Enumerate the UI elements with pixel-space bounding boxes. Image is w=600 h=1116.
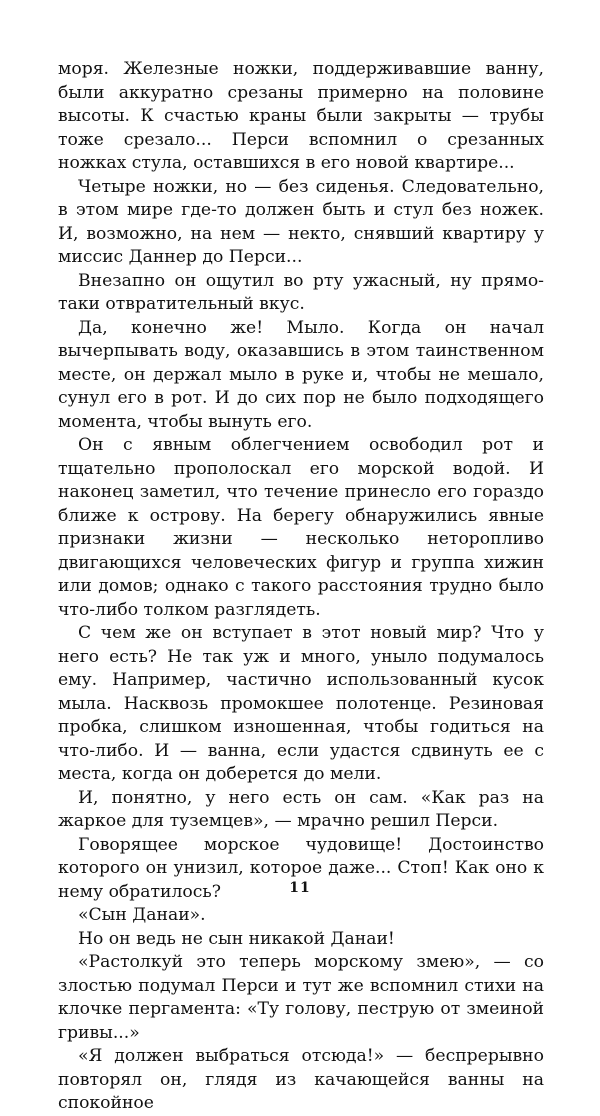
paragraph-12: «Я должен выбраться отсюда!» — беспрерывно повторял он, глядя из качающейся ванны на спокойное: [58, 1046, 544, 1113]
paragraph-5: Он с явным облегчением освободил рот и тщательно прополоскал его морской водой. И наконец заметил, что течение принесло его гораздо ближе к острову. На берегу обнаружились явные признаки жизни — несколько неторопливо двигающихся человеческих фигур и группа хижин или домов; однако с такого расстояния трудно было что-либо толком разглядеть.: [58, 435, 544, 620]
paragraph-1: моря. Железные ножки, поддерживавшие ванну, были аккуратно срезаны примерно на половине высоты. К счастью краны были закрыты — трубы тоже срезало... Перси вспомнил о срезанных ножках стула, оставшихся в его новой квартире...: [58, 59, 544, 173]
paragraph-6: С чем же он вступает в этот новый мир? Что у него есть? Не так уж и много, уныло подумалось ему. Например, частично использованный кусок мыла. Насквозь промокшее полотенце. Резиновая пробка, слишком изношенная, чтобы годиться на что-либо. И — ванна, если удастся сдвинуть ее с места, когда он доберется до мели.: [58, 623, 544, 784]
paragraph-2: Четыре ножки, но — без сиденья. Следовательно, в этом мире где-то должен быть и стул без ножек. И, возможно, на нем — некто, снявший квартиру у миссис Даннер до Перси...: [58, 176, 544, 267]
page-number: 11: [289, 880, 311, 896]
paragraph-9: «Сын Данаи».: [78, 905, 206, 925]
page-body-text: [58, 58, 544, 1116]
paragraph-10: Но он ведь не сын никакой Данаи!: [78, 928, 395, 949]
paragraph-11: «Растолкуй это теперь морскому змею», — со злостью подумал Перси и тут же вспомнил стихи на клочке пергамента: «Ту голову, пеструю от змеиной гривы...»: [58, 952, 544, 1043]
paragraph-8: Говорящее морское чудовище! Достоинство которого он унизил, которое даже... Стоп! Как оно к нему обратилось?: [58, 834, 544, 902]
paragraph-3: Внезапно он ощутил во рту ужасный, ну прямо-таки отвратительный вкус.: [58, 270, 544, 314]
paragraph-4: Да, конечно же! Мыло. Когда он начал вычерпывать воду, оказавшись в этом таинственном месте, он держал мыло в руке и, чтобы не мешало, сунул его в рот. И до сих пор не было подходящего момента, чтобы вынуть его.: [58, 317, 544, 432]
paragraph-7: И, понятно, у него есть он сам. «Как раз на жаркое для туземцев», — мрачно решил Перси.: [58, 787, 544, 831]
